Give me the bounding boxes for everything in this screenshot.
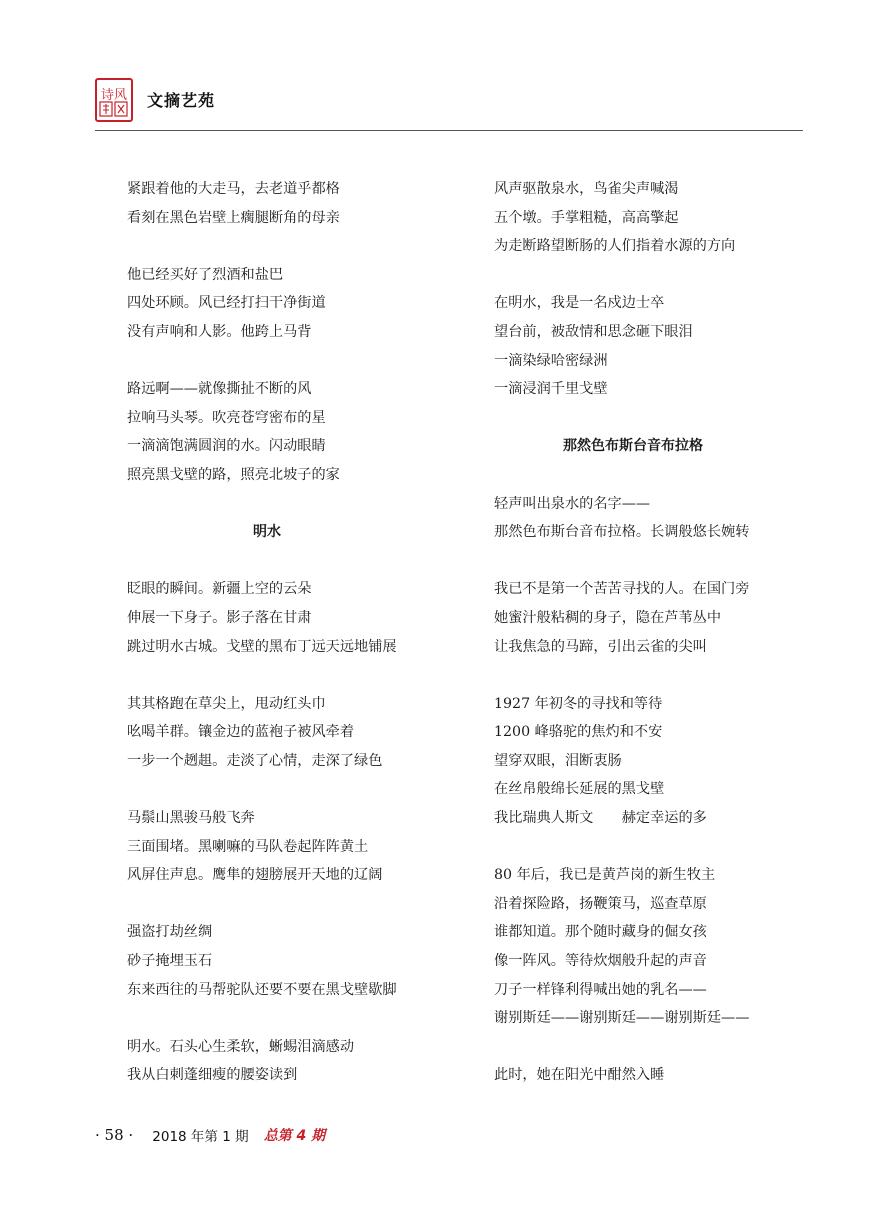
page-number: · 58 · [95,1125,134,1144]
stanza-gap [494,833,824,862]
seal-char-1: 诗风 [101,88,128,103]
stanza-gap [127,890,457,919]
seal-logo-icon [95,78,133,122]
stanza-gap [127,547,457,576]
poem-line: 1200 峰骆驼的焦灼和不安 [494,724,663,741]
poem-line: 1927 年初冬的寻找和等待 [494,695,663,712]
poem-line: 明水。石头心生柔软，蜥蜴泪滴感动 [127,1038,355,1055]
poem-line: 五个墩。手掌粗糙，高高擎起 [494,209,679,226]
stanza-gap [127,775,457,804]
poem-line: 看刻在黑色岩壁上瘸腿断角的母亲 [127,209,340,226]
section-title: 文摘艺苑 [147,91,216,110]
poem-line: 为走断路望断肠的人们指着水源的方向 [494,238,736,255]
poem-line: 轻声叫出泉水的名字—— [494,495,651,512]
poem-line: 照亮黑戈壁的路，照亮北坡子的家 [127,466,340,483]
poem-line: 眨眼的瞬间。新疆上空的云朵 [127,581,312,598]
issue-label: 总第 4 期 [263,1127,326,1144]
poem-line: 在明水，我是一名戍边士卒 [494,295,665,312]
poem-line: 此时，她在阳光中酣然入睡 [494,1067,665,1084]
poem-line: 一滴染绿哈密绿洲 [494,352,608,369]
stanza-gap [494,261,824,290]
poem-line: 一步一个趔趄。走淡了心情，走深了绿色 [127,752,383,769]
poem-line: 拉响马头琴。吹亮苍穹密布的星 [127,409,326,426]
poem-line: 东来西往的马帮驼队还要不要在黑戈壁歇脚 [127,981,397,998]
stanza-gap [127,490,457,519]
poem-line: 她蜜汁般粘稠的身子，隐在芦苇丛中 [494,609,722,626]
issue-date: 2018 年第 1 期 [152,1128,249,1145]
poem-line: 跳过明水古城。戈壁的黑布丁远天远地铺展 [127,638,397,655]
poem-line: 伸展一下身子。影子落在甘肃 [127,609,312,626]
page-header [95,78,803,132]
stanza-gap [494,661,824,690]
poem-line: 三面围堵。黑喇嘛的马队卷起阵阵黄土 [127,838,369,855]
poem-line: 他已经买好了烈酒和盐巴 [127,266,284,283]
stanza-gap [494,547,824,576]
poem-line: 吆喝羊群。镶金边的蓝袍子被风牵着 [127,724,355,741]
poem-line: 路远啊——就像撕扯不断的风 [127,381,312,398]
poem-line: 像一阵风。等待炊烟般升起的声音 [494,953,707,970]
poem-line: 我已不是第一个苦苦寻找的人。在国门旁 [494,581,750,598]
poem-line: 谁都知道。那个随时藏身的倔女孩 [494,924,707,941]
poem-line: 一滴浸润千里戈壁 [494,381,608,398]
poem-line: 在丝帛般绵长延展的黑戈壁 [494,781,665,798]
poem-line: 其其格跑在草尖上，甩动红头巾 [127,695,326,712]
poem-line: 谢别斯廷——谢别斯廷——谢别斯廷—— [494,1010,750,1027]
poem-line: 风声驱散泉水，鸟雀尖声喊渴 [494,181,679,197]
poem-line: 四处环顾。风已经打扫干净街道 [127,295,326,312]
stanza-gap [127,661,457,690]
seal-glyphs [97,80,131,120]
poem-line: 80 年后，我已是黄芦岗的新生牧主 [494,867,716,884]
poem-line: 让我焦急的马蹄，引出云雀的尖叫 [494,638,707,655]
page-footer [95,1124,325,1152]
poem-line: 我比瑞典人斯文 赫定幸运的多 [494,810,707,827]
poem-line: 砂子掩埋玉石 [127,953,213,970]
stanza-gap [494,404,824,433]
left-column [127,175,457,1090]
poem-line: 紧跟着他的大走马，去老道乎都格 [127,181,340,197]
poem-line: 风屏住声息。鹰隼的翅膀展开天地的辽阔 [127,867,383,884]
poem-line: 望穿双眼，泪断衷肠 [494,752,622,769]
poem-subtitle: 那然色布斯台音布拉格 [563,438,703,455]
header-rule [95,130,803,131]
poem-line: 马鬃山黑骏马般飞奔 [127,810,255,827]
poem-line: 没有声响和人影。他跨上马背 [127,323,312,340]
poem-line: 那然色布斯台音布拉格。长调般悠长婉转 [494,524,750,541]
stanza-gap [127,347,457,376]
poem-line: 望台前，被敌情和思念砸下眼泪 [494,323,693,340]
poem-line: 沿着探险路，扬鞭策马，巡查草原 [494,895,707,912]
stanza-gap [127,1004,457,1033]
poem-line: 强盗打劫丝绸 [127,924,213,941]
stanza-gap [127,232,457,261]
stanza-gap [494,1033,824,1062]
right-column [494,175,824,1090]
poem-line: 一滴滴饱满圆润的水。闪动眼睛 [127,438,326,455]
poem-line: 我从白刺蓬细瘦的腰姿读到 [127,1067,298,1084]
poem-line: 刀子一样锋利得喊出她的乳名—— [494,981,707,998]
poem-subtitle: 明水 [253,524,281,541]
stanza-gap [494,461,824,490]
